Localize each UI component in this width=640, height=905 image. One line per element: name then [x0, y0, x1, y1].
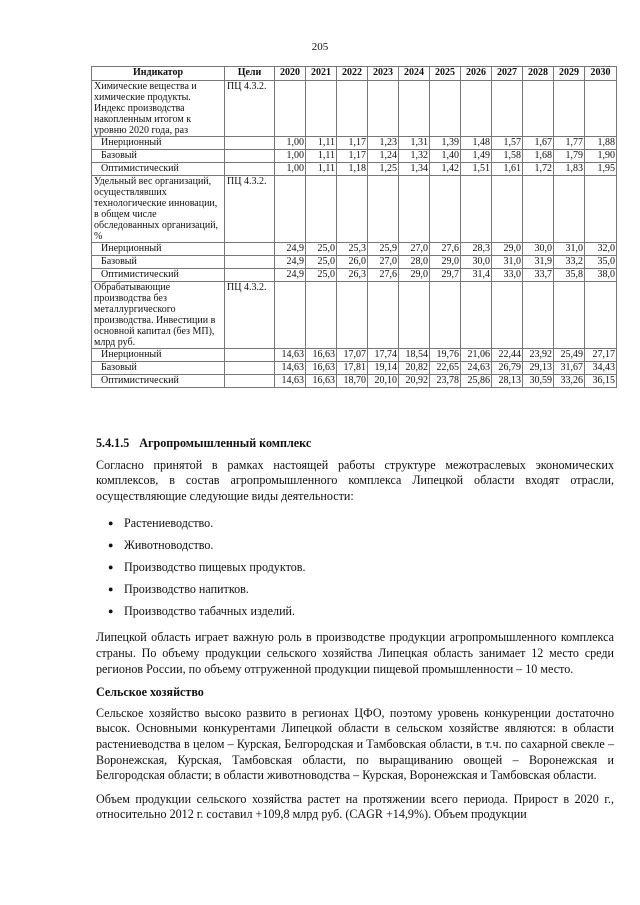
list-item: [96, 534, 614, 556]
variant-name: Оптимистический: [92, 375, 225, 388]
value-cell: 29,13: [523, 362, 554, 375]
value-cell: 31,4: [461, 269, 492, 282]
column-header: 2030: [585, 67, 617, 81]
bullet-icon: ●: [108, 540, 114, 551]
indicator-row: [92, 176, 617, 243]
empty-cell: [399, 176, 430, 243]
indicator-goal: ПЦ 4.3.2.: [225, 81, 275, 137]
list-item-text: Животноводство.: [124, 538, 214, 553]
bullet-icon: ●: [108, 518, 114, 529]
variant-name: Инерционный: [92, 243, 225, 256]
empty-cell: [225, 362, 275, 375]
value-cell: 27,6: [368, 269, 399, 282]
value-cell: 1,39: [430, 137, 461, 150]
subsection-paragraph-2: Объем продукции сельского хозяйства растет на протяжении всего периода. Прирост в 2020 г., относительно 2012 г. составил +109,8 млрд руб. (CAGR +14,9%). Объем продукции: [96, 791, 614, 822]
column-header: 2022: [337, 67, 368, 81]
value-cell: 1,00: [275, 163, 306, 176]
value-cell: 1,67: [523, 137, 554, 150]
value-cell: 25,0: [306, 269, 337, 282]
empty-cell: [275, 176, 306, 243]
value-cell: 33,7: [523, 269, 554, 282]
value-cell: 27,17: [585, 349, 617, 362]
value-cell: 33,26: [554, 375, 585, 388]
section-intro: Согласно принятой в рамках настоящей работы структуре межотраслевых экономических комплексов, в состав агропромышленного комплекса Липецкой области входят отрасли, осуществляющие следующие виды деятельности:: [96, 457, 614, 503]
value-cell: 1,90: [585, 150, 617, 163]
bullet-icon: ●: [108, 606, 114, 617]
indicators-table: [91, 66, 617, 388]
value-cell: 25,9: [368, 243, 399, 256]
value-cell: 22,44: [492, 349, 523, 362]
value-cell: 28,13: [492, 375, 523, 388]
activities-list: [96, 512, 614, 622]
empty-cell: [492, 282, 523, 349]
indicator-name: Обрабатывающие производства без металлургического производства. Инвестиции в основной капитал (без МП), млрд руб.: [92, 282, 225, 349]
indicator-row: [92, 282, 617, 349]
variant-row: [92, 163, 617, 176]
value-cell: 1,32: [399, 150, 430, 163]
value-cell: 36,15: [585, 375, 617, 388]
value-cell: 1,88: [585, 137, 617, 150]
value-cell: 35,0: [585, 256, 617, 269]
empty-cell: [225, 243, 275, 256]
column-header: 2023: [368, 67, 399, 81]
value-cell: 29,0: [399, 269, 430, 282]
list-item-text: Растениеводство.: [124, 516, 214, 531]
indicator-goal: ПЦ 4.3.2.: [225, 176, 275, 243]
column-header: 2024: [399, 67, 430, 81]
value-cell: 1,49: [461, 150, 492, 163]
value-cell: 14,63: [275, 349, 306, 362]
value-cell: 1,83: [554, 163, 585, 176]
empty-cell: [554, 282, 585, 349]
empty-cell: [225, 375, 275, 388]
value-cell: 38,0: [585, 269, 617, 282]
empty-cell: [306, 81, 337, 137]
value-cell: 1,77: [554, 137, 585, 150]
value-cell: 16,63: [306, 349, 337, 362]
indicator-row: [92, 81, 617, 137]
value-cell: 1,34: [399, 163, 430, 176]
value-cell: 18,54: [399, 349, 430, 362]
empty-cell: [523, 81, 554, 137]
value-cell: 23,78: [430, 375, 461, 388]
empty-cell: [225, 269, 275, 282]
value-cell: 1,25: [368, 163, 399, 176]
empty-cell: [337, 81, 368, 137]
value-cell: 35,8: [554, 269, 585, 282]
value-cell: 22,65: [430, 362, 461, 375]
value-cell: 18,70: [337, 375, 368, 388]
section-paragraph: Липецкой область играет важную роль в производстве продукции агропромышленного комплекса страны. По объему продукции сельского хозяйства Липецкая область занимает 12 место среди регионов России, по объему отгруженной продукции пищевой промышленности – 10 место.: [96, 630, 614, 676]
variant-name: Инерционный: [92, 137, 225, 150]
empty-cell: [585, 176, 617, 243]
variant-row: [92, 349, 617, 362]
section-title: Агропромышленный комплекс: [139, 436, 312, 450]
value-cell: 21,06: [461, 349, 492, 362]
variant-name: Базовый: [92, 362, 225, 375]
bullet-icon: ●: [108, 562, 114, 573]
text-content: [96, 436, 614, 831]
column-header: 2027: [492, 67, 523, 81]
list-item-text: Производство напитков.: [124, 582, 249, 597]
value-cell: 1,11: [306, 163, 337, 176]
variant-row: [92, 137, 617, 150]
column-header: 2026: [461, 67, 492, 81]
subsection-heading: Сельское хозяйство: [96, 685, 204, 700]
list-item: [96, 512, 614, 534]
variant-name: Оптимистический: [92, 269, 225, 282]
column-header: Индикатор: [92, 67, 225, 81]
value-cell: 30,59: [523, 375, 554, 388]
value-cell: 17,81: [337, 362, 368, 375]
value-cell: 19,76: [430, 349, 461, 362]
column-header: 2028: [523, 67, 554, 81]
value-cell: 25,49: [554, 349, 585, 362]
value-cell: 29,0: [430, 256, 461, 269]
value-cell: 24,9: [275, 269, 306, 282]
value-cell: 24,9: [275, 243, 306, 256]
value-cell: 25,86: [461, 375, 492, 388]
value-cell: 1,23: [368, 137, 399, 150]
indicator-name: Удельный вес организаций, осуществлявших технологические инновации, в общем числе обследованных организаций, %: [92, 176, 225, 243]
value-cell: 1,48: [461, 137, 492, 150]
value-cell: 1,24: [368, 150, 399, 163]
variant-row: [92, 256, 617, 269]
value-cell: 26,0: [337, 256, 368, 269]
value-cell: 1,00: [275, 150, 306, 163]
value-cell: 14,63: [275, 375, 306, 388]
value-cell: 20,10: [368, 375, 399, 388]
empty-cell: [275, 81, 306, 137]
value-cell: 33,0: [492, 269, 523, 282]
empty-cell: [492, 176, 523, 243]
value-cell: 29,0: [492, 243, 523, 256]
value-cell: 30,0: [461, 256, 492, 269]
section-heading: [96, 436, 614, 452]
subsection-paragraph-1: Сельское хозяйство высоко развито в регионах ЦФО, поэтому уровень конкуренции достаточно высок. Основными конкурентами Липецкой области в сельском хозяйстве являются: в области растениеводства в целом – Курская, Белгородская и Тамбовская области, в т.ч. по сахарной свекле – Воронежская, Курская, Тамбовская области, по выращиванию овощей – Воронежская и Белгородская области; в области животноводства – Курская, Воронежская и Тамбовская области.: [96, 705, 614, 783]
value-cell: 28,0: [399, 256, 430, 269]
value-cell: 23,92: [523, 349, 554, 362]
value-cell: 1,72: [523, 163, 554, 176]
empty-cell: [306, 282, 337, 349]
column-header: 2020: [275, 67, 306, 81]
variant-name: Базовый: [92, 150, 225, 163]
empty-cell: [585, 282, 617, 349]
value-cell: 24,9: [275, 256, 306, 269]
value-cell: 14,63: [275, 362, 306, 375]
empty-cell: [368, 282, 399, 349]
indicator-name: Химические вещества и химические продукты. Индекс производства накопленным итогом к уровню 2020 года, раз: [92, 81, 225, 137]
empty-cell: [225, 163, 275, 176]
column-header: 2025: [430, 67, 461, 81]
empty-cell: [461, 176, 492, 243]
empty-cell: [399, 282, 430, 349]
value-cell: 1,17: [337, 137, 368, 150]
empty-cell: [523, 176, 554, 243]
value-cell: 25,0: [306, 256, 337, 269]
variant-row: [92, 150, 617, 163]
indicator-goal: ПЦ 4.3.2.: [225, 282, 275, 349]
value-cell: 1,11: [306, 137, 337, 150]
value-cell: 1,00: [275, 137, 306, 150]
empty-cell: [225, 137, 275, 150]
empty-cell: [430, 81, 461, 137]
value-cell: 31,0: [492, 256, 523, 269]
value-cell: 1,51: [461, 163, 492, 176]
value-cell: 1,79: [554, 150, 585, 163]
value-cell: 31,9: [523, 256, 554, 269]
variant-row: [92, 375, 617, 388]
value-cell: 1,40: [430, 150, 461, 163]
value-cell: 1,61: [492, 163, 523, 176]
value-cell: 26,79: [492, 362, 523, 375]
list-item-text: Производство пищевых продуктов.: [124, 560, 306, 575]
list-item: [96, 578, 614, 600]
empty-cell: [225, 349, 275, 362]
value-cell: 1,17: [337, 150, 368, 163]
value-cell: 29,7: [430, 269, 461, 282]
empty-cell: [306, 176, 337, 243]
value-cell: 1,57: [492, 137, 523, 150]
variant-row: [92, 269, 617, 282]
value-cell: 16,63: [306, 375, 337, 388]
value-cell: 17,74: [368, 349, 399, 362]
value-cell: 28,3: [461, 243, 492, 256]
section-number: 5.4.1.5: [96, 436, 130, 450]
value-cell: 27,0: [368, 256, 399, 269]
empty-cell: [461, 282, 492, 349]
value-cell: 27,0: [399, 243, 430, 256]
empty-cell: [225, 150, 275, 163]
variant-name: Оптимистический: [92, 163, 225, 176]
value-cell: 1,18: [337, 163, 368, 176]
empty-cell: [554, 81, 585, 137]
empty-cell: [554, 176, 585, 243]
list-item: [96, 556, 614, 578]
empty-cell: [368, 81, 399, 137]
value-cell: 24,63: [461, 362, 492, 375]
column-header: 2029: [554, 67, 585, 81]
list-item: [96, 600, 614, 622]
value-cell: 17,07: [337, 349, 368, 362]
value-cell: 31,0: [554, 243, 585, 256]
value-cell: 32,0: [585, 243, 617, 256]
variant-row: [92, 362, 617, 375]
empty-cell: [225, 256, 275, 269]
value-cell: 25,0: [306, 243, 337, 256]
column-header: Цели: [225, 67, 275, 81]
empty-cell: [523, 282, 554, 349]
value-cell: 1,42: [430, 163, 461, 176]
page-number: 205: [311, 41, 329, 53]
value-cell: 33,2: [554, 256, 585, 269]
empty-cell: [337, 282, 368, 349]
empty-cell: [492, 81, 523, 137]
variant-name: Инерционный: [92, 349, 225, 362]
value-cell: 30,0: [523, 243, 554, 256]
empty-cell: [585, 81, 617, 137]
list-item-text: Производство табачных изделий.: [124, 604, 296, 619]
empty-cell: [337, 176, 368, 243]
value-cell: 26,3: [337, 269, 368, 282]
empty-cell: [275, 282, 306, 349]
value-cell: 16,63: [306, 362, 337, 375]
empty-cell: [399, 81, 430, 137]
value-cell: 1,58: [492, 150, 523, 163]
value-cell: 25,3: [337, 243, 368, 256]
value-cell: 19,14: [368, 362, 399, 375]
value-cell: 31,67: [554, 362, 585, 375]
value-cell: 27,6: [430, 243, 461, 256]
empty-cell: [461, 81, 492, 137]
column-header: 2021: [306, 67, 337, 81]
variant-name: Базовый: [92, 256, 225, 269]
value-cell: 34,43: [585, 362, 617, 375]
variant-row: [92, 243, 617, 256]
value-cell: 1,95: [585, 163, 617, 176]
table-header-row: [92, 67, 617, 81]
bullet-icon: ●: [108, 584, 114, 595]
empty-cell: [368, 176, 399, 243]
value-cell: 1,68: [523, 150, 554, 163]
empty-cell: [430, 282, 461, 349]
value-cell: 20,82: [399, 362, 430, 375]
value-cell: 1,11: [306, 150, 337, 163]
empty-cell: [430, 176, 461, 243]
value-cell: 1,31: [399, 137, 430, 150]
value-cell: 20,92: [399, 375, 430, 388]
